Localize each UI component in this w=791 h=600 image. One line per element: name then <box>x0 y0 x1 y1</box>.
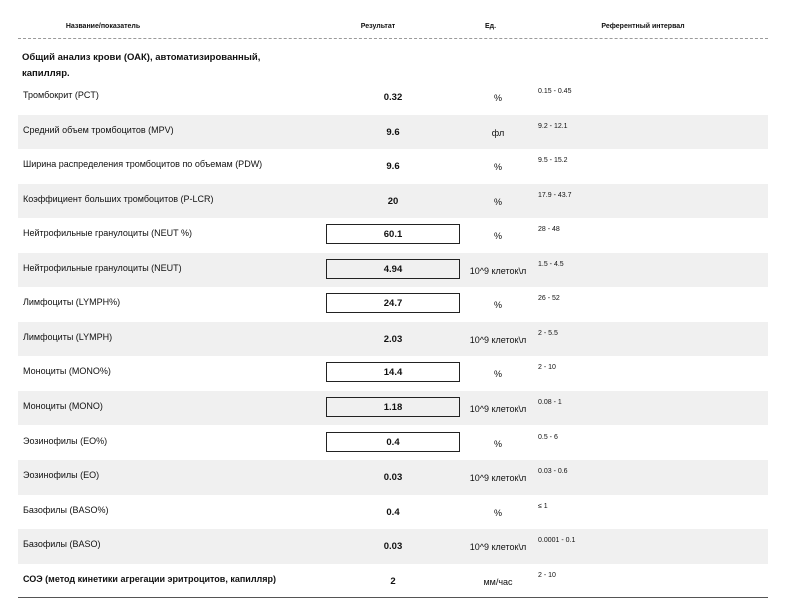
row-name: СОЭ (метод кинетики агрегации эритроцитов, капилляр) <box>23 573 276 584</box>
table-row <box>18 218 768 253</box>
row-reference: 2 - 10 <box>538 364 556 372</box>
row-result: 2 <box>390 575 396 587</box>
row-result: 2.03 <box>383 333 403 345</box>
table-row <box>18 356 768 391</box>
row-unit: мм/час <box>483 576 513 587</box>
row-result: 0.03 <box>383 541 403 553</box>
row-name: Коэффициент больших тромбоцитов (P-LCR) <box>23 193 214 204</box>
row-result: 0.32 <box>383 92 403 103</box>
row-result: 0.4 <box>386 506 400 518</box>
row-reference: 0.0001 - 0.1 <box>538 537 576 545</box>
row-unit: фл <box>491 127 505 138</box>
row-unit: 10^9 клеток\л <box>469 473 527 484</box>
table-row <box>18 287 768 322</box>
row-unit: 10^9 клеток\л <box>469 265 527 276</box>
table-header <box>18 18 768 39</box>
table-row <box>18 80 768 115</box>
row-unit: 10^9 клеток\л <box>469 542 527 553</box>
table-row <box>18 115 768 150</box>
row-result: 9.6 <box>386 126 400 138</box>
row-unit: % <box>493 231 502 242</box>
table-row <box>18 495 768 530</box>
row-result: 14.4 <box>326 362 460 382</box>
row-reference: 1.5 - 4.5 <box>538 260 564 268</box>
row-result: 0.4 <box>326 432 460 452</box>
row-unit: % <box>493 507 502 518</box>
row-unit: % <box>493 300 502 311</box>
row-name: Лимфоциты (LYMPH) <box>23 331 113 342</box>
row-reference: 9.2 - 12.1 <box>538 122 568 130</box>
row-result: 60.1 <box>326 224 460 244</box>
row-reference: ≤ 1 <box>538 502 548 510</box>
row-reference: 0.15 - 0.45 <box>538 88 572 95</box>
header-name: Название/показатель <box>65 23 141 30</box>
row-name: Эозинофилы (EO) <box>23 470 100 481</box>
row-reference: 2 - 5.5 <box>538 329 558 337</box>
row-name: Ширина распределения тромбоцитов по объемам (PDW) <box>23 159 263 170</box>
row-name: Моноциты (MONO) <box>23 400 103 411</box>
row-unit: % <box>493 162 502 173</box>
table-row <box>18 391 768 426</box>
table-row <box>18 253 768 288</box>
table-row <box>18 529 768 564</box>
row-result: 1.18 <box>326 397 460 417</box>
row-unit: % <box>493 196 502 207</box>
bottom-divider <box>18 597 768 598</box>
row-reference: 0.5 - 6 <box>538 433 558 441</box>
row-name: Базофилы (BASO%) <box>23 504 109 515</box>
row-unit: % <box>493 93 502 103</box>
row-unit: 10^9 клеток\л <box>469 403 527 414</box>
row-name: Лимфоциты (LYMPH%) <box>23 297 121 308</box>
row-unit: 10^9 клеток\л <box>469 334 527 345</box>
row-name: Нейтрофильные гранулоциты (NEUT) <box>23 262 182 273</box>
row-reference: 2 - 10 <box>538 571 556 579</box>
row-result: 9.6 <box>386 161 400 173</box>
table-row <box>18 460 768 495</box>
row-reference: 9.5 - 15.2 <box>538 157 568 165</box>
row-name: Базофилы (BASO) <box>23 539 101 550</box>
row-name: Эозинофилы (EO%) <box>23 435 108 446</box>
row-reference: 0.03 - 0.6 <box>538 468 568 476</box>
header-reference: Референтный интервал <box>601 23 685 30</box>
table-row <box>18 322 768 357</box>
row-reference: 26 - 52 <box>538 295 560 303</box>
header-unit: Ед. <box>484 23 497 30</box>
table-row <box>18 184 768 219</box>
row-result: 0.03 <box>383 472 403 484</box>
row-name: Тромбокрит (PCT) <box>23 90 99 100</box>
section-title: Общий анализ крови (ОАК), автоматизированный, капилляр. <box>22 52 261 79</box>
row-unit: % <box>493 369 502 380</box>
row-result: 20 <box>387 195 399 207</box>
table-row <box>18 426 768 461</box>
table-row <box>18 149 768 184</box>
row-result: 24.7 <box>326 293 460 313</box>
table-row <box>18 564 768 599</box>
row-reference: 28 - 48 <box>538 226 560 234</box>
row-name: Нейтрофильные гранулоциты (NEUT %) <box>23 228 193 239</box>
row-name: Моноциты (MONO%) <box>23 366 111 377</box>
row-name: Средний объем тромбоцитов (MPV) <box>23 124 174 135</box>
row-result: 4.94 <box>326 259 460 279</box>
row-reference: 17.9 - 43.7 <box>538 191 572 199</box>
row-reference: 0.08 - 1 <box>538 398 562 406</box>
header-result: Результат <box>360 23 396 30</box>
row-unit: % <box>493 438 502 449</box>
